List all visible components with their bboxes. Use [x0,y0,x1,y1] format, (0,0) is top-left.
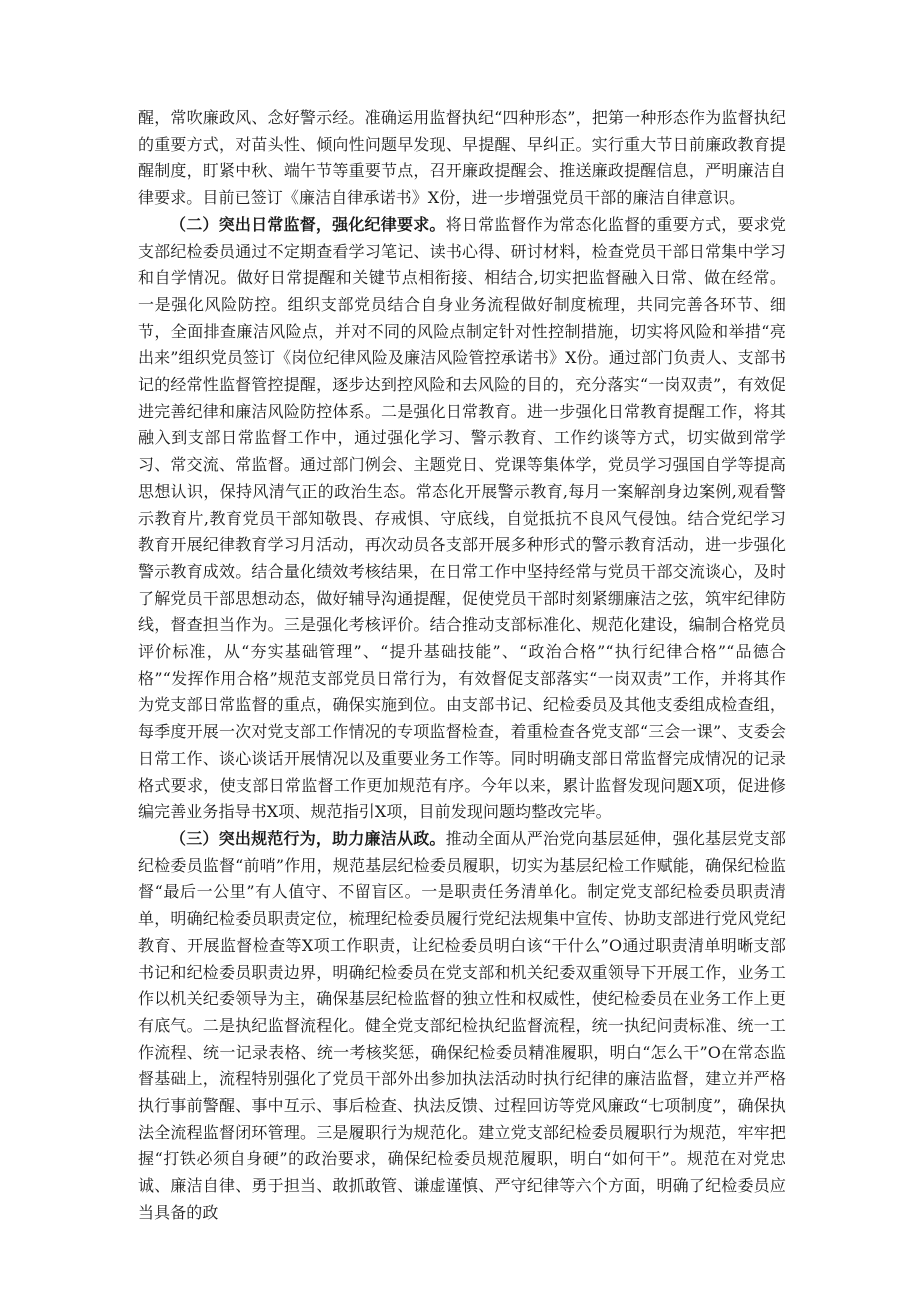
paragraph-body-text: 将日常监督作为常态化监督的重要方式，要求党支部纪检委员通过不定期查看学习笔记、读书心得、研讨材料，检查党员干部日常集中学习和自学情况。做好日常提醒和关键节点相衔接、相结合,切实把监督融入日常、做在经常。一是强化风险防控。组织支部党员结合自身业务流程做好制度梳理，共同完善各环节、细节，全面排查廉洁风险点，并对不同的风险点制定针对性控制措施，切实将风险和举措“亮出来”组织党员签订《岗位纪律风险及廉洁风险管控承诺书》X份。通过部门负责人、支部书记的经常性监督管控提醒，逐步达到控风险和去风险的目的，充分落实“一岗双责”，有效促进完善纪律和廉洁风险防控体系。二是强化日常教育。进一步强化日常教育提醒工作，将其融入到支部日常监督工作中，通过强化学习、警示教育、工作约谈等方式，切实做到常学习、常交流、常监督。通过部门例会、主题党日、党课等集体学，党员学习强国自学等提高思想认识，保持风清气正的政治生态。常态化开展警示教育,每月一案解剖身边案例,观看警示教育片,教育党员干部知敬畏、存戒惧、守底线，自觉抵抗不良风气侵蚀。结合党纪学习教育开展纪律教育学习月活动，再次动员各支部开展多种形式的警示教育活动，进一步强化警示教育成效。结合量化绩效考核结果，在日常工作中坚持经常与党员干部交流谈心，及时了解党员干部思想动态，做好辅导沟通提醒，促使党员干部时刻紧绷廉洁之弦，筑牢纪律防线，督查担当作为。三是强化考核评价。结合推动支部标准化、规范化建设，编制合格党员评价标准，从“夯实基础管理”、“提升基础技能”、“政治合格”“执行纪律合格”“品德合格”“发挥作用合格”规范支部党员日常行为，有效督促支部落实“一岗双责”工作，并将其作为党支部日常监督的重点，确保实施到位。由支部书记、纪检委员及其他支委组成检查组，每季度开展一次对党支部工作情况的专项监督检查，着重检查各党支部“三会一课”、支委会日常工作、谈心谈话开展情况以及重要业务工作等。同时明确支部日常监督完成情况的记录格式要求，使支部日常监督工作更加规范有序。今年以来，累计监督发现问题X项，促进修编完善业务指导书X项、规范指引X项，目前发现问题均整改完毕。 [138,214,786,822]
paragraph-body-text: 推动全面从严治党向基层延伸，强化基层党支部纪检委员监督“前哨”作用，规范基层纪检委员履职，切实为基层纪检工作赋能，确保纪检监督“最后一公里”有人值守、不留盲区。一是职责任务清单化。制定党支部纪检委员职责清单，明确纪检委员职责定位，梳理纪检委员履行党纪法规集中宣传、协助支部进行党风党纪教育、开展监督检查等X项工作职责，让纪检委员明白该“干什么”O通过职责清单明晰支部书记和纪检委员职责边界，明确纪检委员在党支部和机关纪委双重领导下开展工作，业务工作以机关纪委领导为主，确保基层纪检监督的独立性和权威性，使纪检委员在业务工作上更有底气。二是执纪监督流程化。健全党支部纪检执纪监督流程，统一执纪问责标准、统一工作流程、统一记录表格、统一考核奖惩，确保纪检委员精准履职，明白“怎么干”O在常态监督基础上，流程特别强化了党员干部外出参加执法活动时执行纪律的廉洁监督，建立并严格执行事前警醒、事中互示、事后检查、执法反馈、过程回访等党风廉政“七项制度”，确保执法全流程监督闭环管理。三是履职行为规范化。建立党支部纪检委员履职行为规范，牢牢把握“打铁必须自身硬”的政治要求，确保纪检委员规范履职，明白“如何干”。规范在对党忠诚、廉洁自律、勇于担当、敢抓敢管、谦虚谨慎、严守纪律等六个方面，明确了纪检委员应当具备的政 [138,828,786,1222]
paragraph-section-three [138,826,786,1227]
paragraph-body-text: 醒，常吹廉政风、念好警示经。准确运用监督执纪“四种形态”，把第一种形态作为监督执纪的重要方式，对苗头性、倾向性问题早发现、早提醒、早纠正。实行重大节日前廉政教育提醒制度，盯紧中秋、端午节等重要节点，召开廉政提醒会、推送廉政提醒信息，严明廉洁自律要求。目前已签订《廉洁自律承诺书》X份，进一步增强党员干部的廉洁自律意识。 [138,108,786,208]
section-three-heading: （三）突出规范行为，助力廉洁从政。 [170,828,446,848]
paragraph-intro-continuation [138,105,786,212]
paragraph-section-two [138,212,786,826]
document-page [138,105,786,1227]
section-two-heading: （二）突出日常监督，强化纪律要求。 [170,214,446,234]
